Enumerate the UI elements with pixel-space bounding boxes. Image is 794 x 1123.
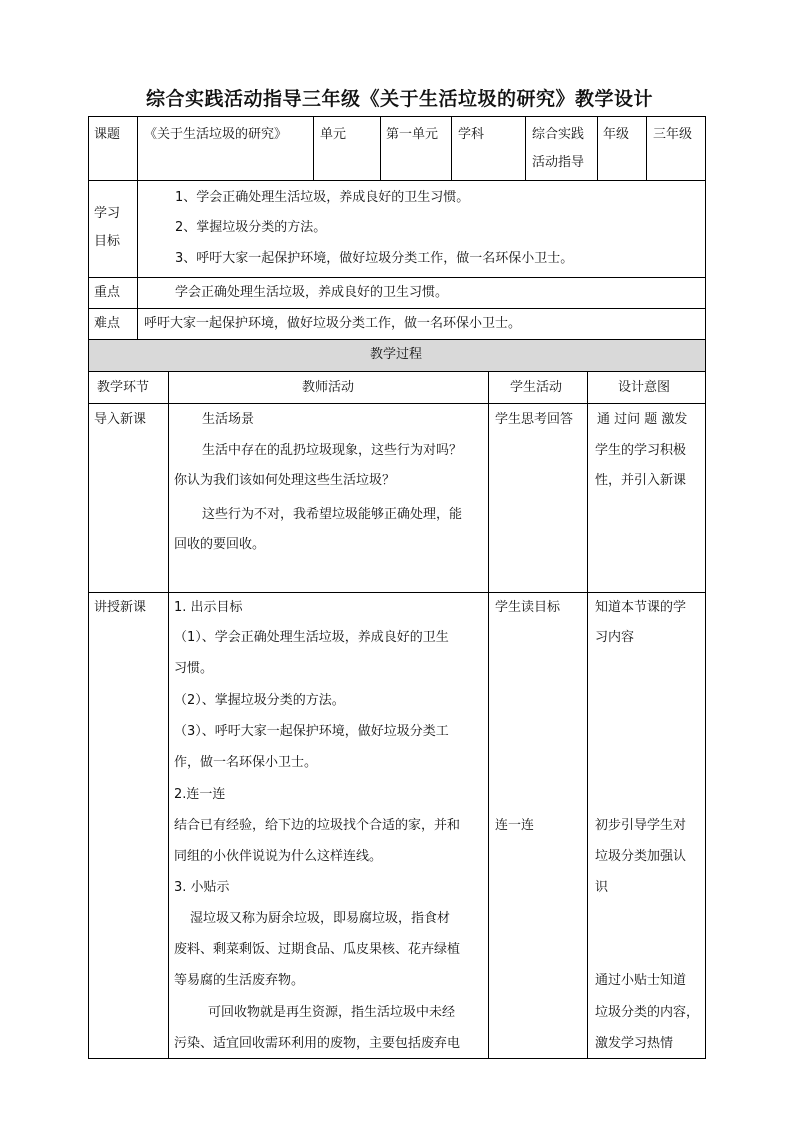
table-rule	[646, 116, 647, 181]
table-rule	[451, 116, 452, 181]
column-header: 教师活动	[302, 380, 355, 395]
table-rule	[88, 308, 706, 309]
teacher-text: 湿垃圾又称为厨余垃圾，即易腐垃圾，指食材	[190, 911, 451, 926]
teacher-text: 废料、剩菜剩饭、过期食品、瓜皮果核、花卉绿植	[174, 942, 461, 957]
teacher-text: 等易腐的生活废弃物。	[174, 973, 305, 988]
subject-label: 学科	[458, 127, 485, 142]
teacher-text: （1）、学会正确处理生活垃圾，养成良好的卫生	[174, 630, 449, 645]
intent-text: 垃圾分类的内容，	[595, 1005, 700, 1020]
difficulty-text: 呼吁大家一起保护环境，做好垃圾分类工作，做一名环保小卫士。	[144, 316, 522, 331]
objective-item: 2、掌握垃圾分类的方法。	[175, 220, 327, 235]
teacher-text: （3）、呼吁大家一起保护环境，做好垃圾分类工	[174, 724, 449, 739]
teacher-text: 结合已有经验，给下边的垃圾找个合适的家，并和	[174, 818, 461, 833]
teacher-text: 同组的小伙伴说说为什么这样连线。	[174, 849, 383, 864]
table-rule	[88, 180, 706, 181]
teacher-text: （2）、掌握垃圾分类的方法。	[174, 693, 345, 708]
table-rule	[587, 371, 588, 1059]
objectives-label: 学习	[94, 206, 121, 221]
teacher-text: 作，做一名环保小卫士。	[174, 755, 318, 770]
table-rule	[88, 592, 706, 593]
table-border-right	[705, 116, 706, 1059]
column-header: 设计意图	[618, 380, 671, 395]
teacher-text: 2.连一连	[174, 787, 226, 802]
column-header: 学生活动	[510, 380, 563, 395]
intent-text: 性，并引入新课	[595, 473, 687, 488]
teacher-text: 可回收物就是再生资源，指生活垃圾中未经	[208, 1005, 456, 1020]
teacher-text: 污染、适宜回收需环利用的废物，主要包括废弃电	[174, 1036, 461, 1051]
teacher-text: 生活场景	[202, 412, 255, 427]
subject-value: 综合实践	[532, 127, 585, 142]
key-point-label: 重点	[94, 285, 121, 300]
stage-intro: 导入新课	[94, 412, 147, 427]
table-rule	[313, 116, 314, 181]
teacher-text: 3. 小贴示	[174, 880, 230, 895]
intent-text: 识	[595, 880, 609, 895]
table-rule	[88, 339, 706, 340]
unit-label: 单元	[320, 127, 347, 142]
process-title: 教学过程	[370, 347, 423, 362]
teacher-text: 回收的要回收。	[174, 537, 266, 552]
student-text: 学生读目标	[495, 600, 561, 615]
intent-text: 习内容	[595, 630, 635, 645]
table-border-left	[88, 116, 89, 1059]
teacher-text: 你认为我们该如何处理这些生活垃圾？	[174, 473, 396, 488]
intent-text: 激发学习热情	[595, 1036, 674, 1051]
column-header: 教学环节	[97, 380, 150, 395]
table-rule	[88, 277, 706, 278]
student-text: 连一连	[495, 818, 535, 833]
table-rule	[597, 116, 598, 181]
grade-value: 三年级	[653, 127, 693, 142]
course-value: 《关于生活垃圾的研究》	[144, 127, 288, 142]
table-rule	[88, 403, 706, 404]
teacher-text: 1. 出示目标	[174, 600, 243, 615]
objective-item: 1、学会正确处理生活垃圾，养成良好的卫生习惯。	[175, 190, 470, 205]
table-rule	[525, 116, 526, 181]
teacher-text: 这些行为不对，我希望垃圾能够正确处理，能	[202, 507, 463, 522]
objective-item: 3、呼吁大家一起保护环境，做好垃圾分类工作，做一名环保小卫士。	[175, 251, 574, 266]
table-border-bottom	[88, 1058, 706, 1059]
intent-text: 学生的学习积极	[595, 443, 687, 458]
course-label: 课题	[94, 127, 121, 142]
table-rule	[168, 371, 169, 1059]
stage-lesson: 讲授新课	[94, 600, 147, 615]
intent-text: 通过小贴士知道	[595, 973, 687, 988]
teacher-text: 习惯。	[174, 661, 214, 676]
intent-text: 通 过问 题 激发	[597, 412, 688, 427]
grade-label: 年级	[603, 127, 630, 142]
table-rule	[488, 371, 489, 1059]
key-point-text: 学会正确处理生活垃圾，养成良好的卫生习惯。	[175, 285, 449, 300]
unit-value: 第一单元	[386, 127, 439, 142]
table-rule	[380, 116, 381, 181]
difficulty-label: 难点	[94, 316, 121, 331]
subject-value: 活动指导	[532, 155, 585, 170]
intent-text: 初步引导学生对	[595, 818, 687, 833]
student-text: 学生思考回答	[495, 412, 574, 427]
intent-text: 知道本节课的学	[595, 600, 687, 615]
intent-text: 垃圾分类加强认	[595, 849, 687, 864]
teacher-text: 生活中存在的乱扔垃圾现象，这些行为对吗？	[202, 443, 463, 458]
table-border-top	[88, 116, 706, 117]
objectives-label: 目标	[94, 234, 121, 249]
table-rule	[137, 116, 138, 181]
table-rule	[137, 180, 138, 340]
document-title: 综合实践活动指导三年级《关于生活垃圾的研究》教学设计	[146, 88, 654, 110]
table-rule	[88, 371, 706, 372]
